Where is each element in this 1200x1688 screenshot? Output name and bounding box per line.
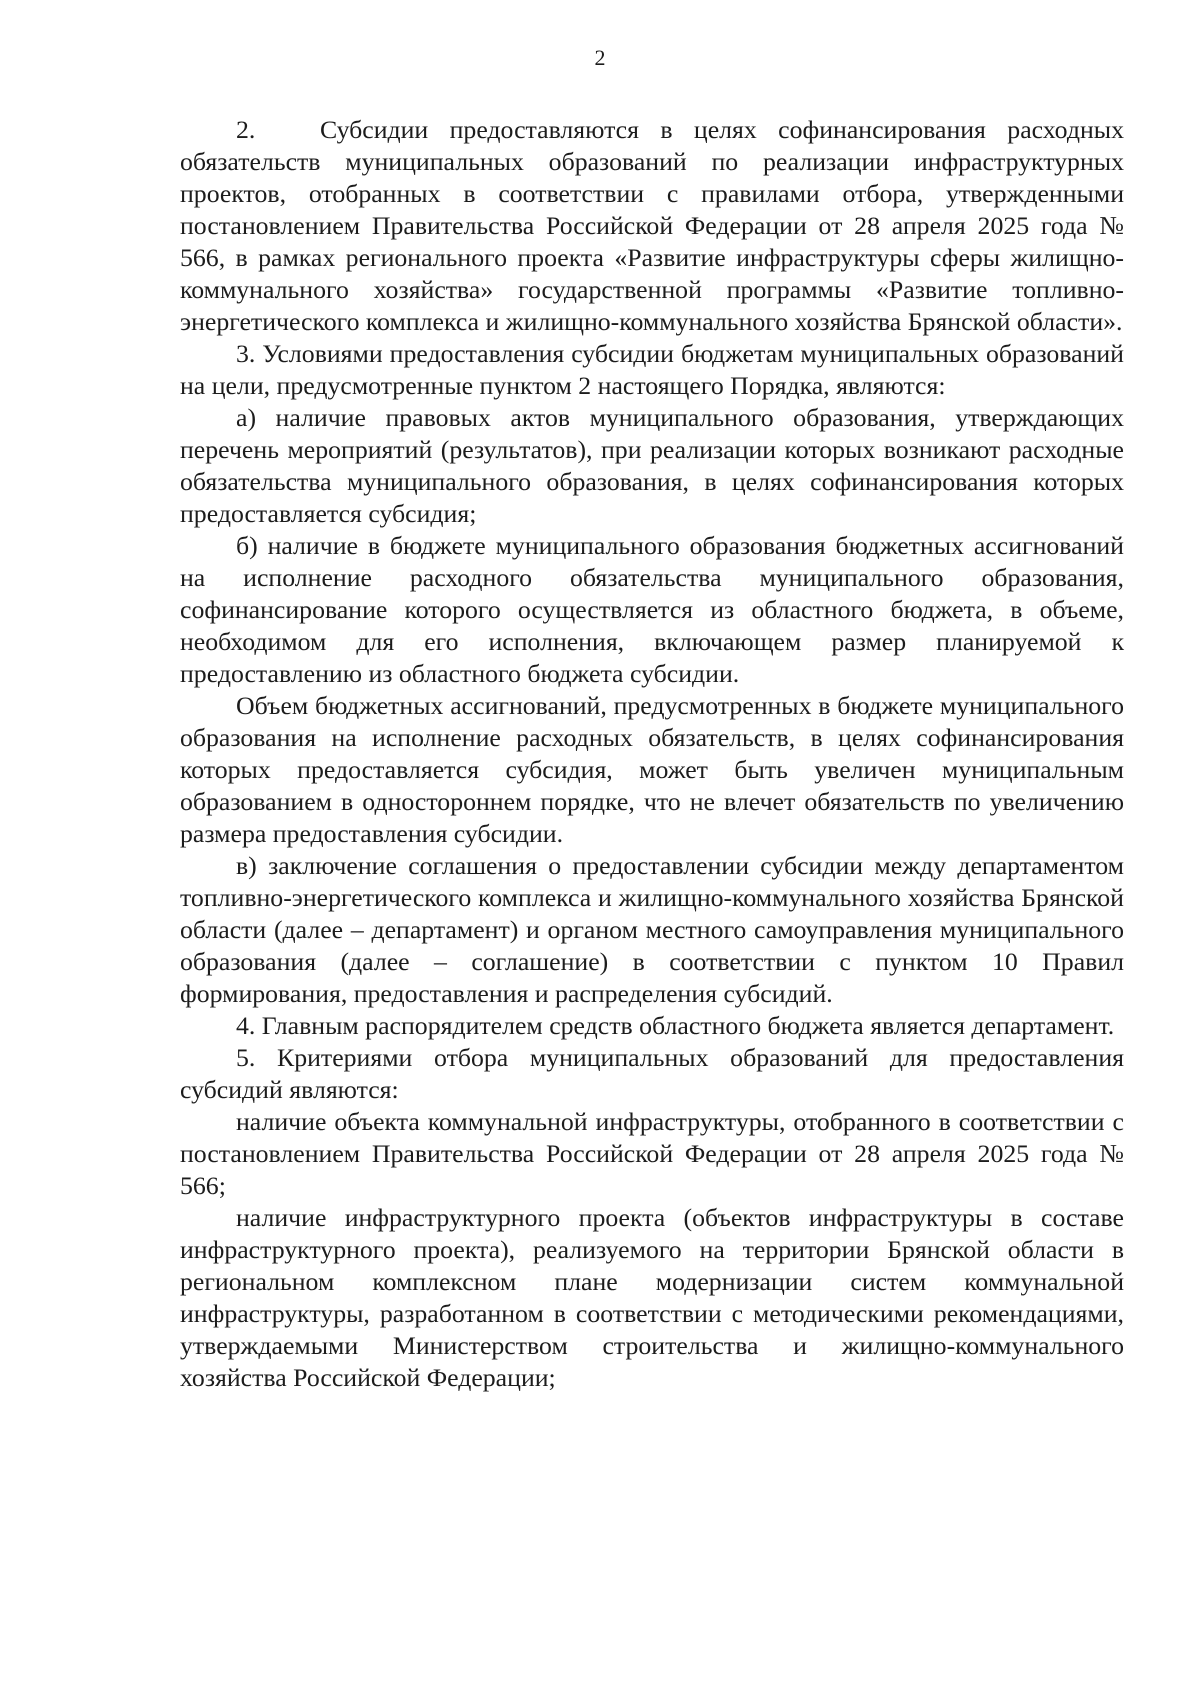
paragraph-criterion-2: наличие инфраструктурного проекта (объектов инфраструктуры в составе инфраструктурного проекта), реализуемого на территории Брянской области в региональном комплексном плане модернизации систем коммунальной инфраструктуры, разработанном в соответствии с методическими рекомендациями, утверждаемыми Министерством строительства и жилищно-коммунального хозяйства Российской Федерации; xyxy=(180,1203,1124,1392)
paragraph-criterion-1: наличие объекта коммунальной инфраструктуры, отобранного в соответствии с постановлением Правительства Российской Федерации от 28 апреля 2025 года № 566; xyxy=(180,1107,1124,1200)
page-number: 2 xyxy=(594,45,606,70)
paragraph-4: 4. Главным распорядителем средств областного бюджета является департамент. xyxy=(236,1011,1115,1040)
paragraph-text: Субсидии предоставляются в целях софинансирования расходных обязательств муниципальных образований по реализации инфраструктурных проектов, отобранных в соответствии с правилами отбора, утвержденными постановлением Правительства Российской Федерации от 28 апреля 2025 года № 566, в рамках регионального проекта «Развитие инфраструктуры сферы жилищно-коммунального хозяйства» государственной программы «Развитие топливно-энергетического комплекса и жилищно-коммунального хозяйства Брянской области». xyxy=(180,115,1124,336)
paragraph-3: 3. Условиями предоставления субсидии бюджетам муниципальных образований на цели, предусмотренные пунктом 2 настоящего Порядка, являются: xyxy=(180,339,1124,400)
paragraph-2 xyxy=(180,114,1124,338)
paragraph-3v: в) заключение соглашения о предоставлении субсидии между департаментом топливно-энергетического комплекса и жилищно-коммунального хозяйства Брянской области (далее – департамент) и органом местного самоуправления муниципального образования (далее – соглашение) в соответствии с пунктом 10 Правил формирования, предоставления и распределения субсидий. xyxy=(180,851,1124,1008)
paragraph-3b: б) наличие в бюджете муниципального образования бюджетных ассигнований на исполнение расходного обязательства муниципального образования, софинансирование которого осуществляется из областного бюджета, в объеме, необходимом для его исполнения, включающем размер планируемой к предоставлению из областного бюджета субсидии. xyxy=(180,531,1124,688)
document-body xyxy=(180,114,1124,1394)
paragraph-number: 2. xyxy=(236,115,256,144)
paragraph-budget-volume: Объем бюджетных ассигнований, предусмотренных в бюджете муниципального образования на исполнение расходных обязательств, в целях софинансирования которых предоставляется субсидия, может быть увеличен муниципальным образованием в одностороннем порядке, что не влечет обязательств по увеличению размера предоставления субсидии. xyxy=(180,691,1124,848)
paragraph-5: 5. Критериями отбора муниципальных образований для предоставления субсидий являются: xyxy=(180,1043,1124,1104)
paragraph-3a: а) наличие правовых актов муниципального образования, утверждающих перечень мероприятий (результатов), при реализации которых возникают расходные обязательства муниципального образования, в целях софинансирования которых предоставляется субсидия; xyxy=(180,403,1124,528)
